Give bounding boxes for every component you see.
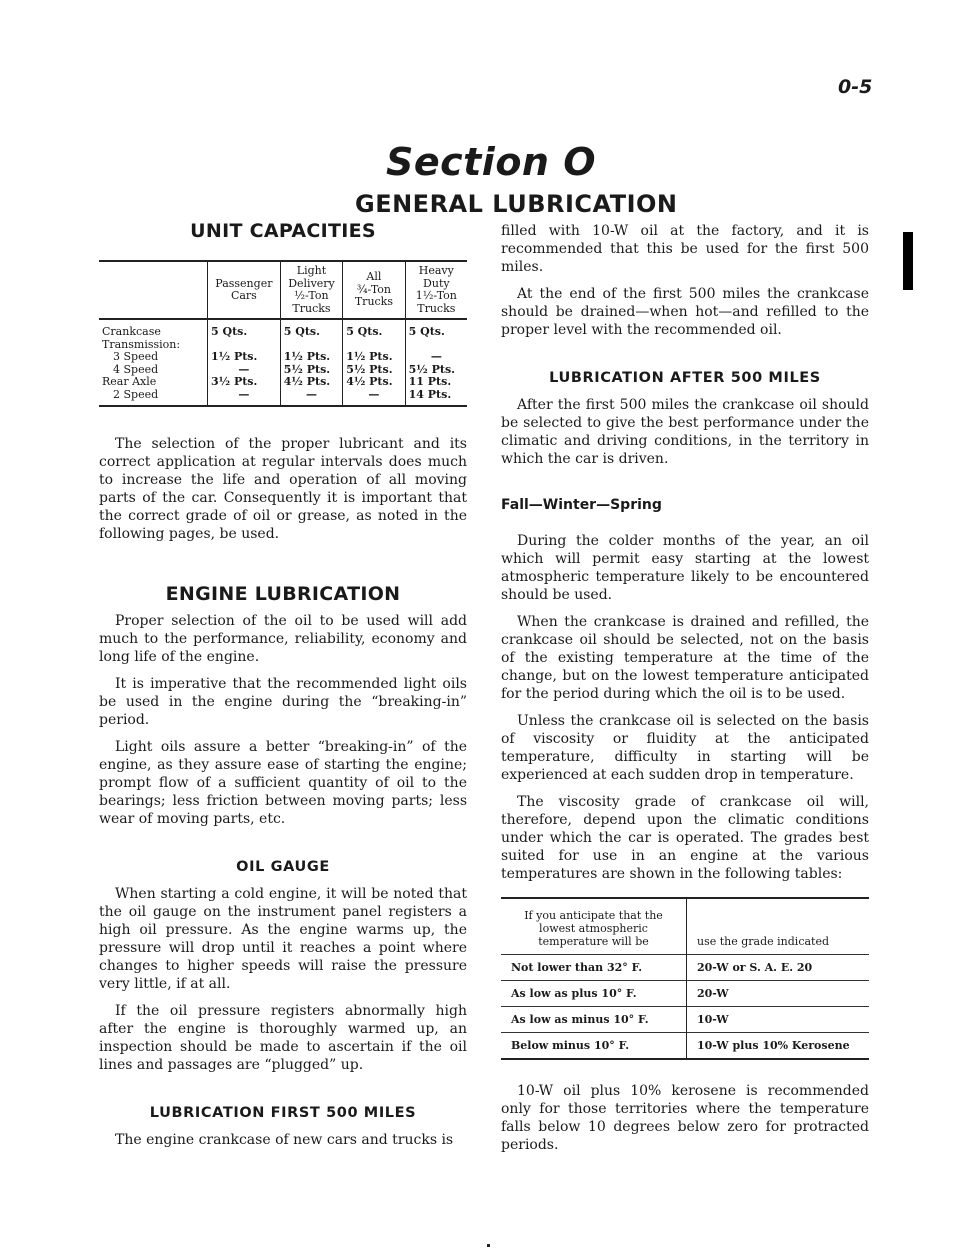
left-column [99, 222, 467, 1149]
capacities-header-row [99, 261, 467, 319]
section-tab-marker [903, 232, 913, 290]
table-row: 2 Speed — — — 14 Pts. [99, 389, 467, 407]
first-500-continued-paragraph: At the end of the first 500 miles the crankcase should be drained—when hot—and refilled to the proper level with the recommended oil. [501, 286, 869, 338]
engine-lubrication-heading: ENGINE LUBRICATION [165, 583, 401, 605]
header-cell-three-quarter-ton: All ¾-Ton Trucks [343, 261, 405, 319]
header-cell-heavy-duty: Heavy Duty 1½-Ton Trucks [405, 261, 467, 319]
grade-header-row [501, 898, 869, 955]
right-column [501, 222, 869, 1154]
table-row: As low as plus 10° F. 20-W [501, 981, 869, 1007]
header-cell-passenger-cars: Passenger Cars [208, 261, 281, 319]
season-paragraph: The viscosity grade of crankcase oil will, therefore, depend upon the climatic conditions under which the car is operated. The grades best suited for use in an engine at the various temperatures are shown in the following tables: [501, 794, 869, 882]
first-500-paragraph-start: The engine crankcase of new cars and trucks is [115, 1132, 454, 1148]
table-row: Crankcase 5 Qts. 5 Qts. 5 Qts. 5 Qts. [99, 319, 467, 339]
fall-winter-spring-heading: Fall—Winter—Spring [501, 497, 662, 513]
oil-gauge-paragraph: When starting a cold engine, it will be noted that the oil gauge on the instrument panel registers a high oil pressure. As the engine warms up, the pressure will drop until it reaches a point where changes to higher speeds will raise the pressure very little, if at all. [99, 886, 467, 992]
table-row: Not lower than 32° F. 20-W or S. A. E. 20 [501, 955, 869, 981]
grade-header-grade: use the grade indicated [687, 898, 870, 955]
section-title: Section O [385, 140, 597, 184]
header-cell-light-delivery: Light Delivery ½-Ton Trucks [280, 261, 342, 319]
unit-capacities-table [99, 260, 467, 407]
oil-gauge-heading: OIL GAUGE [236, 859, 330, 875]
first-500-heading: LUBRICATION FIRST 500 MILES [149, 1105, 417, 1121]
grade-header-temperature: If you anticipate that the lowest atmospheric temperature will be [524, 909, 663, 948]
engine-paragraph: Light oils assure a better “breaking-in” of the engine, as they assure ease of starting the engine; prompt flow of a sufficient quantity of oil to the bearings; less friction between moving parts; less wear of moving parts, etc. [99, 739, 467, 827]
table-row: Below minus 10° F. 10-W plus 10% Kerosene [501, 1033, 869, 1060]
table-row: Transmission: [99, 339, 467, 352]
section-subtitle: GENERAL LUBRICATION [355, 190, 678, 218]
table-row: 4 Speed — 5½ Pts. 5½ Pts. 5½ Pts. [99, 364, 467, 377]
after-500-heading: LUBRICATION AFTER 500 MILES [549, 370, 821, 386]
table-row: As low as minus 10° F. 10-W [501, 1007, 869, 1033]
kerosene-note: 10-W oil plus 10% kerosene is recommended only for those territories where the temperature falls below 10 degrees below zero for protracted periods. [501, 1083, 869, 1153]
header-cell-blank [99, 261, 208, 319]
engine-paragraph: Proper selection of the oil to be used will add much to the performance, reliability, economy and long life of the engine. [99, 613, 467, 665]
oil-gauge-paragraph: If the oil pressure registers abnormally high after the engine is thoroughly warmed up, an inspection should be made to ascertain if the oil lines and passages are “plugged” up. [99, 1003, 467, 1073]
page-number: 0-5 [838, 76, 873, 98]
engine-paragraph: It is imperative that the recommended light oils be used in the engine during the “breaking-in” period. [99, 676, 467, 728]
season-paragraph: Unless the crankcase oil is selected on the basis of viscosity or fluidity at the anticipated temperature, difficulty in starting will be experienced at each sudden drop in temperature. [501, 713, 869, 783]
after-500-paragraph: After the first 500 miles the crankcase oil should be selected to give the best performance under the climatic and driving conditions, in the territory in which the car is driven. [501, 397, 869, 467]
page-dot [487, 1244, 490, 1247]
first-500-continued-paragraph: filled with 10-W oil at the factory, and it is recommended that this be used for the first 500 miles. [501, 223, 869, 275]
table-row: 3 Speed 1½ Pts. 1½ Pts. 1½ Pts. — [99, 351, 467, 364]
oil-grade-table [501, 897, 869, 1060]
season-paragraph: When the crankcase is drained and refilled, the crankcase oil should be selected, not on the basis of the existing temperature at the time of the change, but on the lowest temperature anticipated for the period during which the oil is to be used. [501, 614, 869, 702]
table-row: Rear Axle 3½ Pts. 4½ Pts. 4½ Pts. 11 Pts. [99, 376, 467, 389]
season-paragraph: During the colder months of the year, an oil which will permit easy starting at the lowest atmospheric temperature likely to be encountered should be used. [501, 533, 869, 603]
intro-paragraph: The selection of the proper lubricant and its correct application at regular intervals does much to increase the life and operation of all moving parts of the car. Consequently it is important that the correct grade of oil or grease, as noted in the following pages, be used. [99, 436, 467, 542]
unit-capacities-heading: UNIT CAPACITIES [190, 220, 376, 242]
